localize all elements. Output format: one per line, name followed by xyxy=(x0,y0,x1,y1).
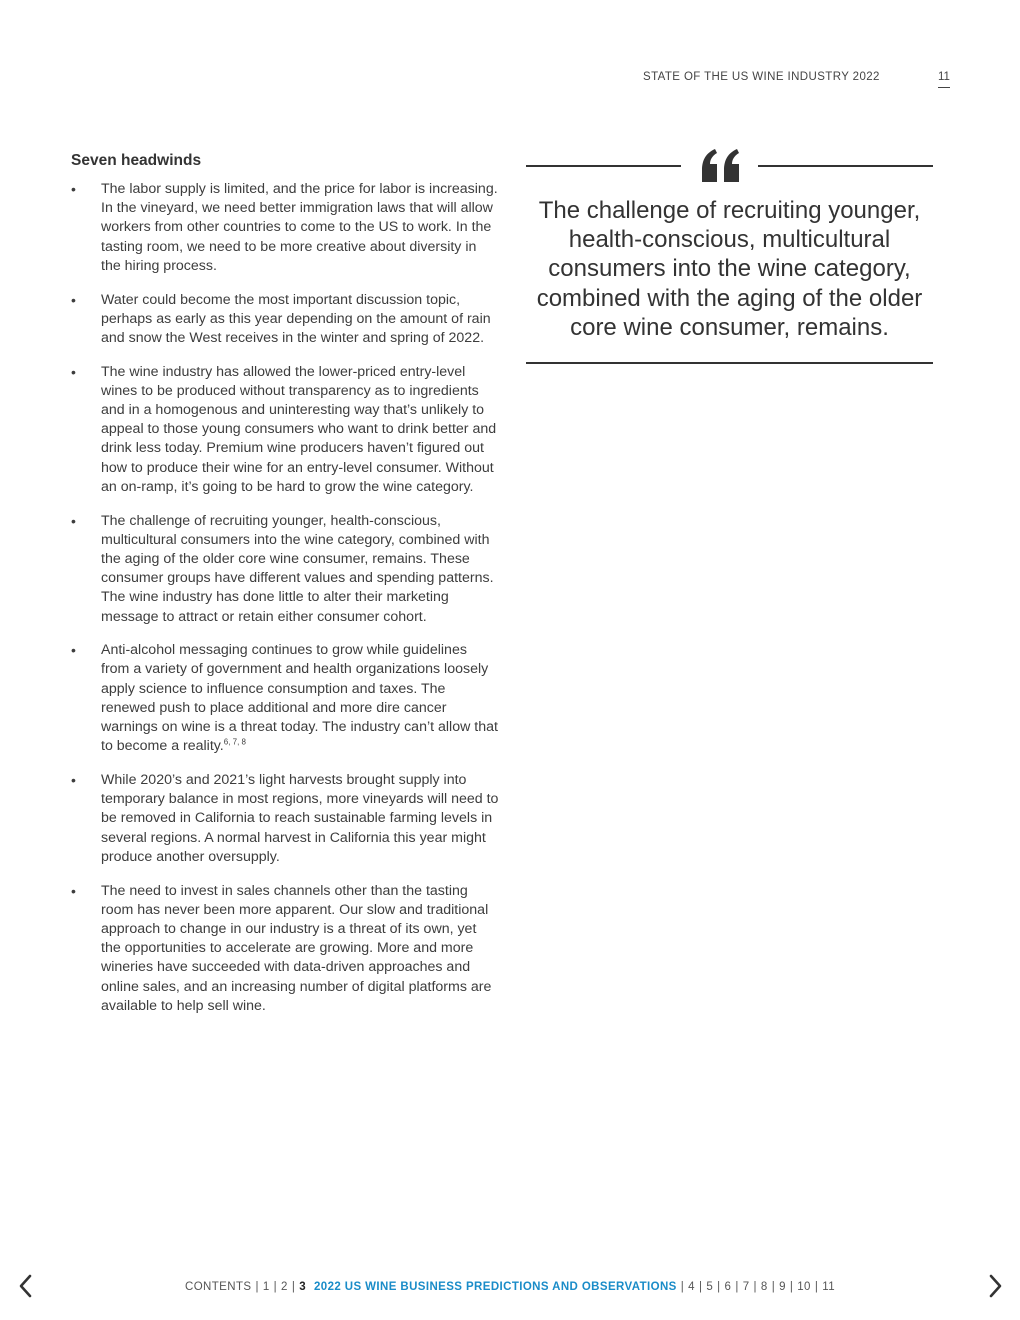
bullet-icon: • xyxy=(71,512,76,529)
bullet-icon: • xyxy=(71,642,76,659)
bullet-text: The need to invest in sales channels other than the tasting room has never been more apparent. Our slow and traditional approach to change in our industry is a threat of its own, yet the opportunities to accelerate are growing. More and more wineries have succeeded with data-driven approaches and online sales, and an increasing number of digital platforms are available to help sell wine. xyxy=(101,882,492,1014)
bullet-text: Water could become the most important discussion topic, perhaps as early as this year depending on the amount of rain and snow the West receives in the winter and spring of 2022. xyxy=(101,291,491,346)
nav-separator: | xyxy=(680,1281,685,1293)
nav-separator: | xyxy=(814,1281,819,1293)
bullet-text: The labor supply is limited, and the price for labor is increasing. In the vineyard, we need better immigration laws that will allow workers from other countries to come to the US to work. In the tasting room, we need to be more creative about diversity in the hiring process. xyxy=(101,181,498,274)
nav-separator: | xyxy=(717,1281,721,1293)
nav-separator: | xyxy=(291,1281,296,1293)
nav-separator: | xyxy=(771,1281,776,1293)
bullet-icon: • xyxy=(71,771,76,788)
nav-separator: | xyxy=(255,1281,259,1293)
nav-link-3[interactable]: 3 xyxy=(299,1281,307,1293)
chevron-right-icon[interactable] xyxy=(983,1273,1007,1299)
bullet-text: The challenge of recruiting younger, health-conscious, multicultural consumers into the wine category, combined with the aging of the older core wine consumer, remains. These consumer groups have different values and spending patterns. The wine industry has done little to alter their marketing message to attract or retain either consumer cohort. xyxy=(101,512,494,625)
list-item xyxy=(71,641,499,756)
nav-separator: | xyxy=(789,1281,794,1293)
footnote-reference[interactable]: 6, 7, 8 xyxy=(223,737,247,747)
bullet-text: While 2020’s and 2021’s light harvests brought supply into temporary balance in most regions, more vineyards will need to be removed in California to reach sustainable farming levels in several regions. A normal harvest in California this year might produce another oversupply. xyxy=(101,771,499,865)
nav-link-2[interactable]: 2 xyxy=(281,1281,288,1293)
nav-link-9[interactable]: 9 xyxy=(779,1281,786,1293)
divider-line xyxy=(526,165,681,167)
pull-quote-header xyxy=(526,148,933,186)
section-heading: Seven headwinds xyxy=(71,152,202,169)
list-item xyxy=(71,512,499,627)
footer-navigation xyxy=(0,1281,1020,1293)
bullet-icon: • xyxy=(71,181,76,197)
pull-quote xyxy=(526,148,933,364)
nav-link-contents[interactable]: CONTENTS xyxy=(185,1281,252,1293)
nav-link-8[interactable]: 8 xyxy=(760,1281,768,1293)
nav-current-section[interactable]: 2022 US WINE BUSINESS PREDICTIONS AND OBSERVATIONS xyxy=(314,1281,677,1293)
list-item xyxy=(71,180,499,276)
main-column xyxy=(71,152,499,1030)
nav-link-7[interactable]: 7 xyxy=(742,1281,750,1293)
bullet-icon: • xyxy=(71,882,76,899)
bullet-text: Anti-alcohol messaging continues to grow while guidelines from a variety of government and health organizations loosely apply science to influence consumption and taxes. The renewed push to place additional and more dire cancer warnings on wine is a threat today. The industry can’t allow that to become a reality. xyxy=(101,642,498,755)
divider-line xyxy=(758,165,933,167)
list-item xyxy=(71,291,499,349)
bullet-icon: • xyxy=(71,363,76,380)
divider-line xyxy=(526,362,933,364)
list-item xyxy=(71,363,499,497)
nav-link-6[interactable]: 6 xyxy=(724,1281,732,1293)
nav-link-4[interactable]: 4 xyxy=(688,1281,695,1293)
bullet-icon: • xyxy=(71,291,76,308)
nav-link-10[interactable]: 10 xyxy=(797,1281,811,1293)
nav-link-5[interactable]: 5 xyxy=(706,1281,714,1293)
running-header: STATE OF THE US WINE INDUSTRY 2022 xyxy=(643,71,880,83)
list-item xyxy=(71,771,499,867)
list-item xyxy=(71,882,499,1016)
quotation-mark-icon xyxy=(698,148,744,184)
page-number: 11 xyxy=(938,71,950,88)
nav-separator: | xyxy=(753,1281,757,1293)
headwinds-list xyxy=(71,180,499,1016)
nav-separator: | xyxy=(698,1281,703,1293)
nav-separator: | xyxy=(735,1281,739,1293)
nav-separator: | xyxy=(273,1281,278,1293)
nav-link-1[interactable]: 1 xyxy=(262,1281,270,1293)
pull-quote-text: The challenge of recruiting younger, health-conscious, multicultural consumers into the wine category, combined with the aging of the older core wine consumer, remains. xyxy=(536,197,923,341)
nav-link-11[interactable]: 11 xyxy=(822,1281,835,1293)
bullet-text: The wine industry has allowed the lower-priced entry-level wines to be produced without transparency as to ingredients and in a homogenous and uninteresting way that’s unlikely to appeal to those young consumers who want to drink better and drink less today. Premium wine producers haven’t figured out how to produce their wine for an entry-level consumer. Without an on-ramp, it’s going to be hard to grow the wine category. xyxy=(101,363,497,495)
